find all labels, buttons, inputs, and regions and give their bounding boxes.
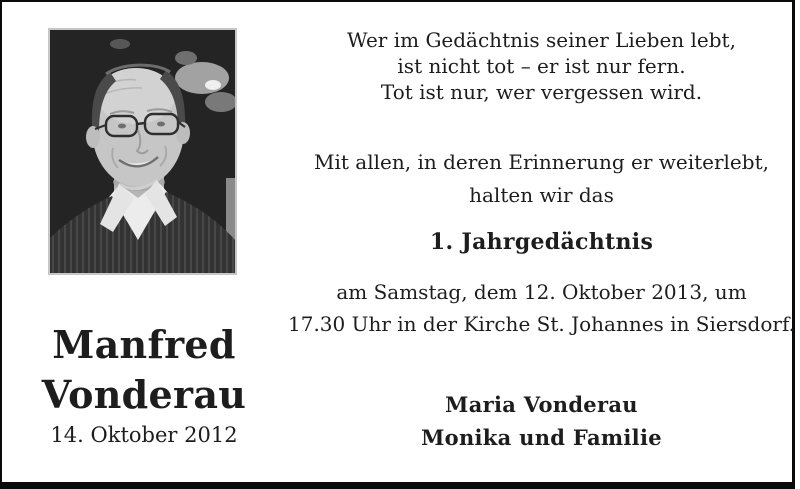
- poem-line: Tot ist nur, wer vergessen wird.: [380, 80, 703, 104]
- portrait-illustration: [50, 30, 235, 273]
- event-details-line: 17.30 Uhr in der Kirche St. Johannes in Siersdorf.: [288, 312, 796, 336]
- portrait-photo: [48, 28, 237, 275]
- deceased-name: [12, 320, 276, 420]
- deceased-first-name: Manfred: [52, 322, 236, 367]
- eye-left: [118, 124, 126, 129]
- deceased-last-name: Vonderau: [41, 372, 247, 417]
- poem-line: Wer im Gedächtnis seiner Lieben lebt,: [347, 28, 736, 52]
- invitation-text: [288, 146, 795, 212]
- mourners: [288, 388, 795, 454]
- death-date: 14. Oktober 2012: [50, 423, 238, 447]
- mourner-name: Monika und Familie: [421, 425, 662, 450]
- poem-line: ist nicht tot – er ist nur fern.: [397, 54, 686, 78]
- memorial-poem: [288, 27, 795, 105]
- invitation-line: halten wir das: [469, 183, 614, 207]
- invitation-line: Mit allen, in deren Erinnerung er weiterlebt,: [314, 150, 769, 174]
- event-details: [288, 276, 795, 340]
- mourner-name: Maria Vonderau: [445, 392, 638, 417]
- event-details-line: am Samstag, dem 12. Oktober 2013, um: [336, 280, 747, 304]
- event-title: 1. Jahrgedächtnis: [429, 229, 654, 255]
- ear-left: [86, 126, 100, 148]
- eye-right: [157, 122, 165, 127]
